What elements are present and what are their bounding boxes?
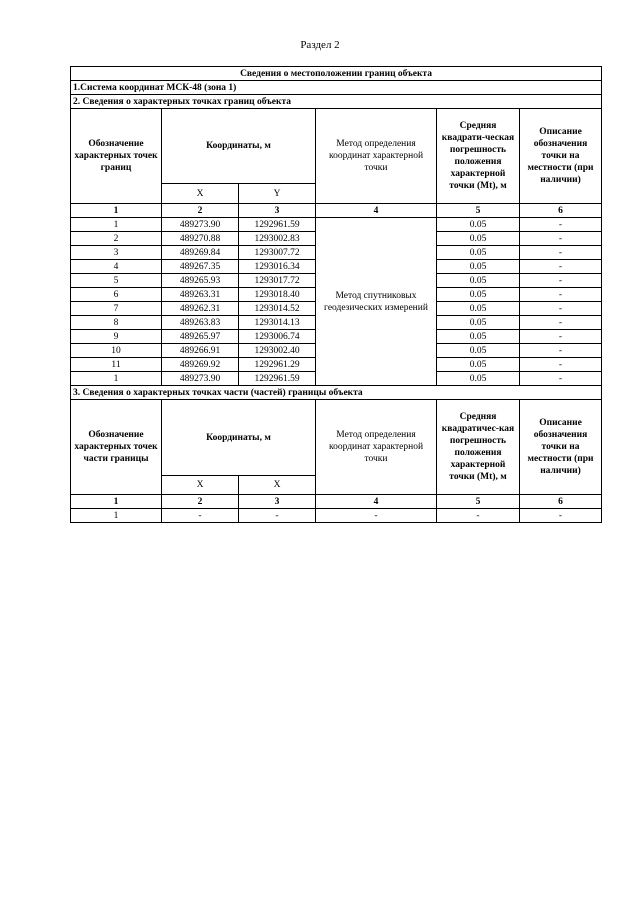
col-number-1: 1: [71, 204, 162, 218]
cell-point: 6: [71, 288, 162, 302]
cell-point: 1: [71, 372, 162, 386]
s3-header-error: Средняя квадратичес-кая погрешность положения характерной точки (Mt), м: [437, 400, 520, 495]
s3-col-number-6: 6: [520, 495, 602, 509]
cell-desc: -: [520, 509, 602, 523]
s3-col-number-1: 1: [71, 495, 162, 509]
s3-col-number-2: 2: [162, 495, 239, 509]
cell-point: 8: [71, 316, 162, 330]
table-row: [71, 218, 602, 232]
cell-y: 1293002.83: [239, 232, 316, 246]
cell-x: 489269.92: [162, 358, 239, 372]
cell-desc: -: [520, 246, 602, 260]
cell-point: 7: [71, 302, 162, 316]
cell-point: 5: [71, 274, 162, 288]
cell-error: 0.05: [437, 316, 520, 330]
cell-error: 0.05: [437, 372, 520, 386]
cell-point: 9: [71, 330, 162, 344]
section-title: Раздел 2: [300, 39, 340, 51]
header-method: Метод определения координат характерной точки: [316, 109, 437, 204]
cell-y: 1293014.52: [239, 302, 316, 316]
cell-x: -: [162, 509, 239, 523]
cell-x: 489267.35: [162, 260, 239, 274]
cell-y: 1293007.72: [239, 246, 316, 260]
col-number-6: 6: [520, 204, 602, 218]
header-desc: Описание обозначения точки на местности (при наличии): [520, 109, 602, 204]
s3-header-coords: Координаты, м: [162, 400, 316, 476]
header-point: Обозначение характерных точек границ: [71, 109, 162, 204]
section2-method: Метод спутниковых геодезических измерений: [316, 218, 437, 386]
cell-desc: -: [520, 302, 602, 316]
col-number-3: 3: [239, 204, 316, 218]
boundary-table: [70, 66, 602, 523]
cell-desc: -: [520, 372, 602, 386]
cell-point: 1: [71, 509, 162, 523]
cell-y: 1292961.59: [239, 218, 316, 232]
col-number-5: 5: [437, 204, 520, 218]
cell-desc: -: [520, 218, 602, 232]
cell-y: 1293002.40: [239, 344, 316, 358]
s3-col-number-5: 5: [437, 495, 520, 509]
cell-error: 0.05: [437, 246, 520, 260]
header-error: Средняя квадрати-ческая погрешность положения характерной точки (Mt), м: [437, 109, 520, 204]
cell-y: 1293017.72: [239, 274, 316, 288]
header-y: Y: [239, 184, 316, 204]
cell-error: 0.05: [437, 274, 520, 288]
cell-error: 0.05: [437, 232, 520, 246]
cell-desc: -: [520, 358, 602, 372]
section3-title: 3. Сведения о характерных точках части (частей) границы объекта: [71, 386, 602, 400]
cell-x: 489270.88: [162, 232, 239, 246]
cell-y: 1293006.74: [239, 330, 316, 344]
cell-point: 11: [71, 358, 162, 372]
cell-error: 0.05: [437, 218, 520, 232]
cell-point: 2: [71, 232, 162, 246]
cell-error: 0.05: [437, 344, 520, 358]
cell-x: 489266.91: [162, 344, 239, 358]
cell-y: -: [239, 509, 316, 523]
cell-desc: -: [520, 274, 602, 288]
cell-point: 3: [71, 246, 162, 260]
s3-header-y: X: [239, 476, 316, 495]
table-title: Сведения о местоположении границ объекта: [71, 67, 602, 81]
cell-desc: -: [520, 330, 602, 344]
cell-error: 0.05: [437, 330, 520, 344]
col-number-4: 4: [316, 204, 437, 218]
cell-error: 0.05: [437, 260, 520, 274]
cell-error: -: [437, 509, 520, 523]
header-coords: Координаты, м: [162, 109, 316, 184]
cell-desc: -: [520, 260, 602, 274]
cell-error: 0.05: [437, 302, 520, 316]
cell-x: 489269.84: [162, 246, 239, 260]
cell-x: 489265.97: [162, 330, 239, 344]
cell-error: 0.05: [437, 288, 520, 302]
cell-y: 1293016.34: [239, 260, 316, 274]
cell-desc: -: [520, 344, 602, 358]
s3-header-method: Метод определения координат характерной точки: [316, 400, 437, 495]
cell-error: 0.05: [437, 358, 520, 372]
cell-desc: -: [520, 232, 602, 246]
cell-y: 1293014.13: [239, 316, 316, 330]
coord-system-row: 1.Система координат МСК-48 (зона 1): [71, 81, 602, 95]
s3-header-point: Обозначение характерных точек части границы: [71, 400, 162, 495]
cell-x: 489273.90: [162, 372, 239, 386]
cell-method: -: [316, 509, 437, 523]
cell-point: 10: [71, 344, 162, 358]
cell-desc: -: [520, 288, 602, 302]
cell-y: 1293018.40: [239, 288, 316, 302]
cell-x: 489262.31: [162, 302, 239, 316]
cell-y: 1292961.59: [239, 372, 316, 386]
s3-col-number-4: 4: [316, 495, 437, 509]
table-row: [71, 509, 602, 523]
cell-desc: -: [520, 316, 602, 330]
cell-x: 489263.31: [162, 288, 239, 302]
cell-x: 489273.90: [162, 218, 239, 232]
col-number-2: 2: [162, 204, 239, 218]
s3-header-desc: Описание обозначения точки на местности (при наличии): [520, 400, 602, 495]
cell-y: 1292961.29: [239, 358, 316, 372]
cell-x: 489265.93: [162, 274, 239, 288]
s3-col-number-3: 3: [239, 495, 316, 509]
s3-header-x: X: [162, 476, 239, 495]
cell-point: 4: [71, 260, 162, 274]
section2-title: 2. Сведения о характерных точках границ объекта: [71, 95, 602, 109]
header-x: X: [162, 184, 239, 204]
cell-point: 1: [71, 218, 162, 232]
cell-x: 489263.83: [162, 316, 239, 330]
